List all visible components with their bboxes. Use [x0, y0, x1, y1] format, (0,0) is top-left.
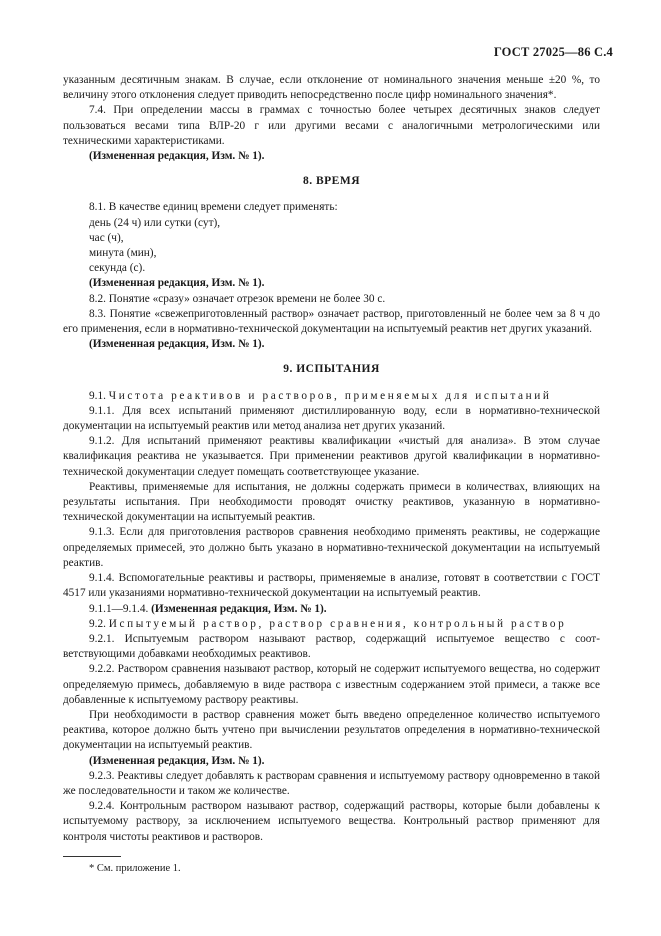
paragraph-8-2: 8.2. Понятие «сразу» означает отрезок времени не более 30 с.: [89, 292, 386, 305]
footnote-divider: [63, 856, 121, 857]
subsection-number: 9.2.: [89, 617, 106, 630]
subsection-title: Испытуемый раствор, раствор сравнения, контрольный раствор: [108, 617, 567, 630]
subsection-title: Чистота реактивов и растворов, применяемых для испытаний: [108, 389, 552, 402]
paragraph-9-1-1: 9.1.1. Для всех испытаний применяют дистиллированную воду, если в нормативно-технической документации на испытуемый реактив или метод анализа нет других указаний.: [63, 404, 600, 433]
paragraph-reagents: Реактивы, применяемые для испытания, не должны содержать примеси в количествах, влияющих на результаты испытания. При необходимости проводят очистку реактивов, указанную в нормативно-технической документации на испытуемый реактив.: [63, 480, 600, 524]
subsection-9-1-heading: [63, 389, 600, 404]
section-8-title: 8. ВРЕМЯ: [302, 175, 361, 188]
paragraph-intro: указанным десятичным знакам. В случае, если отклонение от номинального значения меньше ±20 %, то величину этого отклонения следует приводить непосредственно после цифр номинального значения*.: [63, 74, 600, 102]
amendment-note: (Измененная редакция, Изм. № 1).: [151, 602, 327, 615]
paragraph-9-2-4: 9.2.4. Контрольным раствором называют раствор, содержащий растворы, которые были добавлены к испытуемому раствору, за исключением испытуемого вещества. Контрольный раствор применяют для контроля чистоты реактивов и растворов.: [63, 800, 600, 843]
paragraph-9-2-1: 9.2.1. Испытуемым раствором называют раствор, содержащий испытуемое вещество с соответствующими добавками необходимых реактивов.: [63, 632, 600, 661]
amendment-note: (Измененная редакция, Изм. № 1).: [89, 277, 265, 290]
document-body: [63, 73, 600, 876]
paragraph-necessity: При необходимости в раствор сравнения может быть введено определенное количество испытуемого реактива, которое должно быть учтено при вычислении результатов определения в нормативно-технической документации на испытуемый реактив.: [63, 708, 600, 752]
section-9-title: 9. ИСПЫТАНИЯ: [283, 363, 380, 376]
subsection-number: 9.1.: [89, 389, 106, 402]
paragraph-9-2-2: 9.2.2. Раствором сравнения называют раствор, который не содержит испытуемого вещества, но содержит определяемую примесь, добавляемую в виде раствора с известным содержанием этой примеси, а также все добавленные к испытуемому раствору реактивы.: [63, 663, 600, 706]
amendment-note: (Измененная редакция, Изм. № 1).: [89, 338, 265, 351]
paragraph-8-3: 8.3. Понятие «свежеприготовленный раствор» означает раствор, приготовленный не более чем за 8 ч до его применения, если в нормативно-технической документации на испытуемый реактив нет других указаний.: [63, 307, 600, 336]
paragraph-7-4: 7.4. При определении массы в граммах с точностью более четырех десятичных знаков следует пользоваться весами типа ВЛР-20 г или другими весами с аналогичными метрологическими или техническими характеристиками.: [63, 104, 600, 147]
amendment-note: (Измененная редакция, Изм. № 1).: [89, 754, 265, 767]
paragraph-9-2-3: 9.2.3. Реактивы следует добавлять к растворам сравнения и испытуемому раствору одновременно в такой же последовательности и таком же количестве.: [63, 769, 600, 797]
paragraph-9-1-2: 9.1.2. Для испытаний применяют реактивы квалификации «чистый для анализа». В этом случае квалификация реактива не указывается. При применении реактивов другой квалификации в нормативно-технической документации следует помещать соответствующее указание.: [63, 435, 600, 478]
time-unit-day: день (24 ч) или сутки (сут),: [89, 216, 221, 229]
time-unit-second: секунда (с).: [89, 262, 146, 275]
amendment-range-note: [63, 602, 600, 617]
paragraph-8-1: 8.1. В качестве единиц времени следует применять:: [89, 201, 338, 214]
subsection-9-2-heading: [63, 617, 600, 632]
time-unit-hour: час (ч),: [89, 231, 124, 244]
footnote: * См. приложение 1.: [89, 862, 181, 874]
page-header: ГОСТ 27025—86 С.4: [493, 45, 613, 59]
amendment-note: (Измененная редакция, Изм. № 1).: [89, 150, 265, 163]
time-unit-minute: минута (мин),: [89, 247, 157, 260]
paragraph-9-1-4: 9.1.4. Вспомогательные реактивы и растворы, применяемые в анализе, готовят в соответствии с ГОСТ 4517 или указаниями нормативно-технической документации на испытуемый реактив.: [63, 572, 600, 600]
paragraph-9-1-3: 9.1.3. Если для приготовления растворов сравнения необходимо применять реактивы, не содержащие определяемых примесей, это должно быть указано в нормативно-технической документации на испытуемый реактив.: [63, 526, 600, 569]
clause-range: 9.1.1—9.1.4.: [89, 602, 149, 615]
